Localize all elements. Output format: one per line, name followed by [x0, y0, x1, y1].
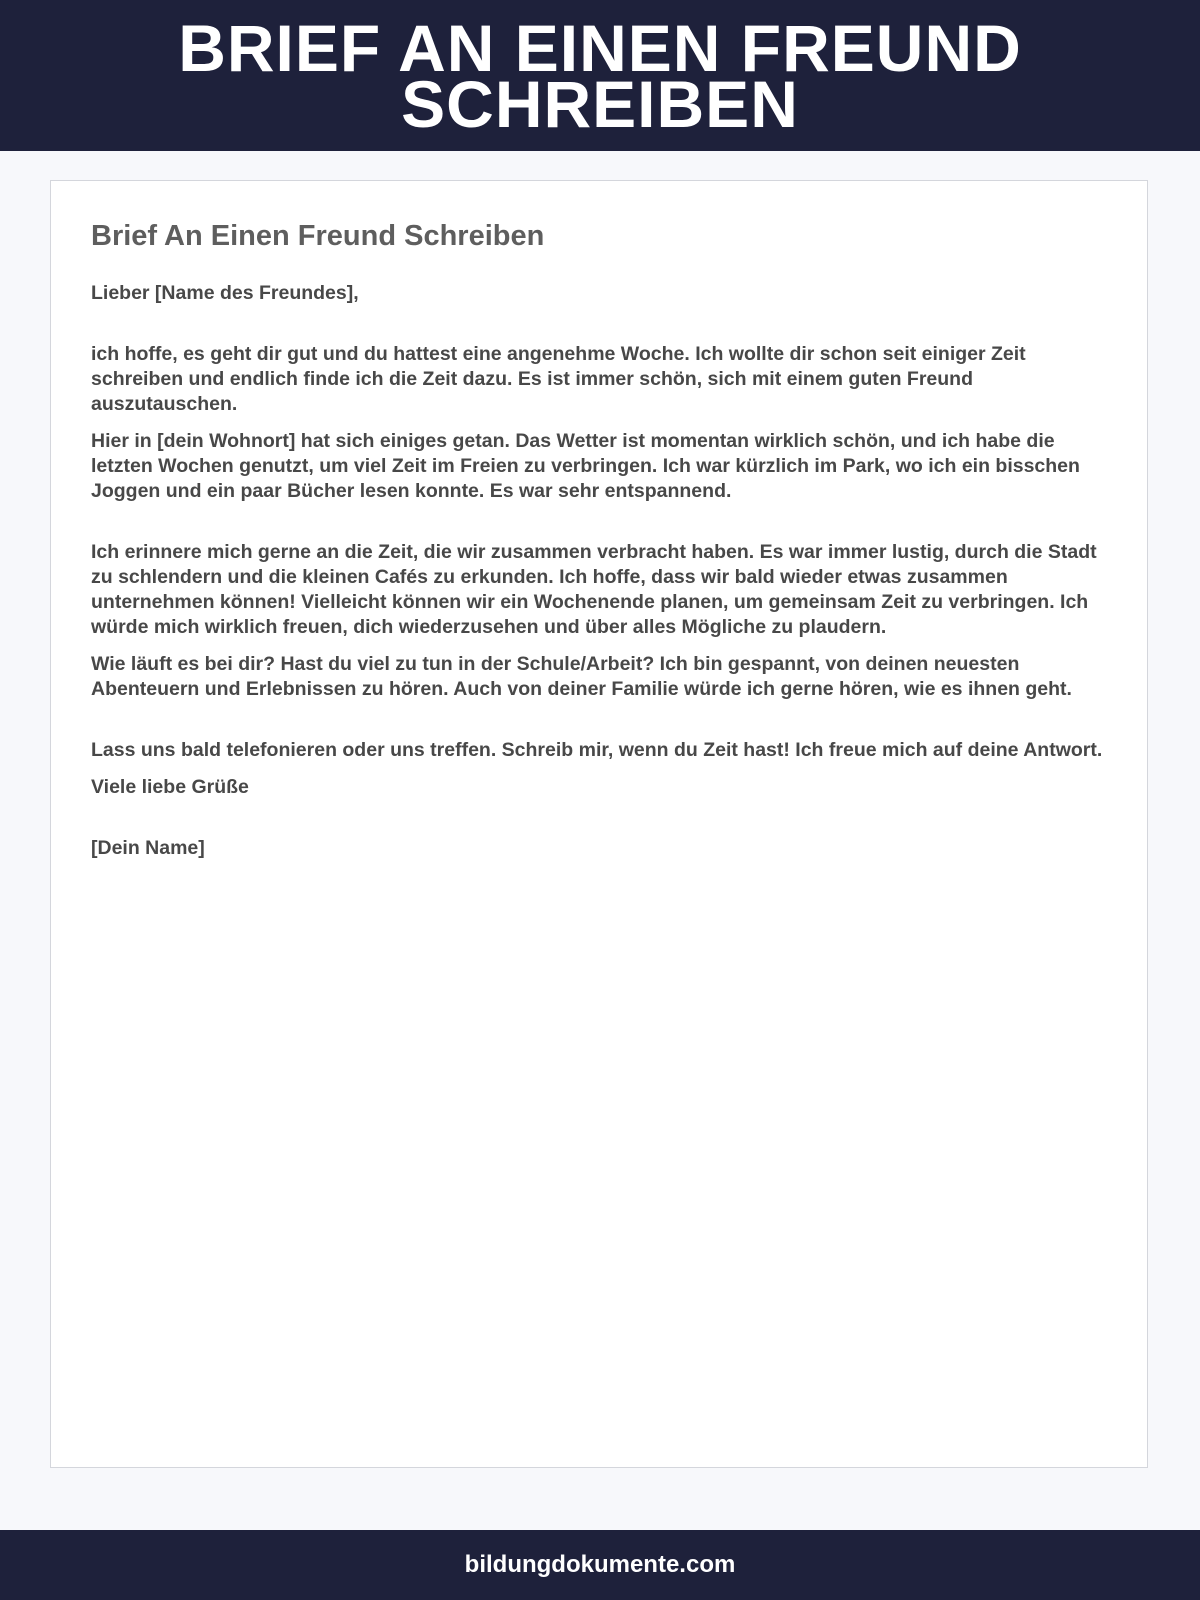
letter-signature: [Dein Name] [91, 837, 205, 859]
footer-site-name: bildungdokumente.com [464, 1551, 736, 1578]
letter-card [50, 180, 1148, 1468]
letter-paragraph: Ich erinnere mich gerne an die Zeit, die wir zusammen verbracht haben. Es war immer lustig, durch die Stadt zu schlendern und die kleinen Cafés zu erkunden. Ich hoffe, dass wir bald wieder etwas zusammen unternehmen können! Vielleicht können wir ein Wochenende planen, um gemeinsam Zeit zu verbringen. Ich würde mich wirklich freuen, dich wiederzusehen und über alles Mögliche zu plaudern. [91, 541, 1097, 638]
letter-paragraph: Hier in [dein Wohnort] hat sich einiges getan. Das Wetter ist momentan wirklich schön, und ich habe die letzten Wochen genutzt, um viel Zeit im Freien zu verbringen. Ich war kürzlich im Park, wo ich ein bisschen Joggen und ein paar Bücher lesen konnte. Es war sehr entspannend. [91, 430, 1080, 502]
page-footer [0, 1530, 1200, 1600]
letter-salutation: Lieber [Name des Freundes], [91, 282, 359, 304]
page-header [0, 0, 1200, 151]
page-title: BRIEF AN EINEN FREUND SCHREIBEN [178, 10, 1022, 141]
letter-title: Brief An Einen Freund Schreiben [91, 220, 545, 252]
letter-paragraph: Lass uns bald telefonieren oder uns treffen. Schreib mir, wenn du Zeit hast! Ich freue mich auf deine Antwort. [91, 739, 1103, 761]
letter-closing: Viele liebe Grüße [91, 776, 249, 798]
letter-paragraph: Wie läuft es bei dir? Hast du viel zu tun in der Schule/Arbeit? Ich bin gespannt, von deinen neuesten Abenteuern und Erlebnissen zu hören. Auch von deiner Familie würde ich gerne hören, wie es ihnen geht. [91, 653, 1072, 700]
letter-paragraph: ich hoffe, es geht dir gut und du hattest eine angenehme Woche. Ich wollte dir schon seit einiger Zeit schreiben und endlich finde ich die Zeit dazu. Es ist immer schön, sich mit einem guten Freund auszutauschen. [91, 343, 1026, 415]
